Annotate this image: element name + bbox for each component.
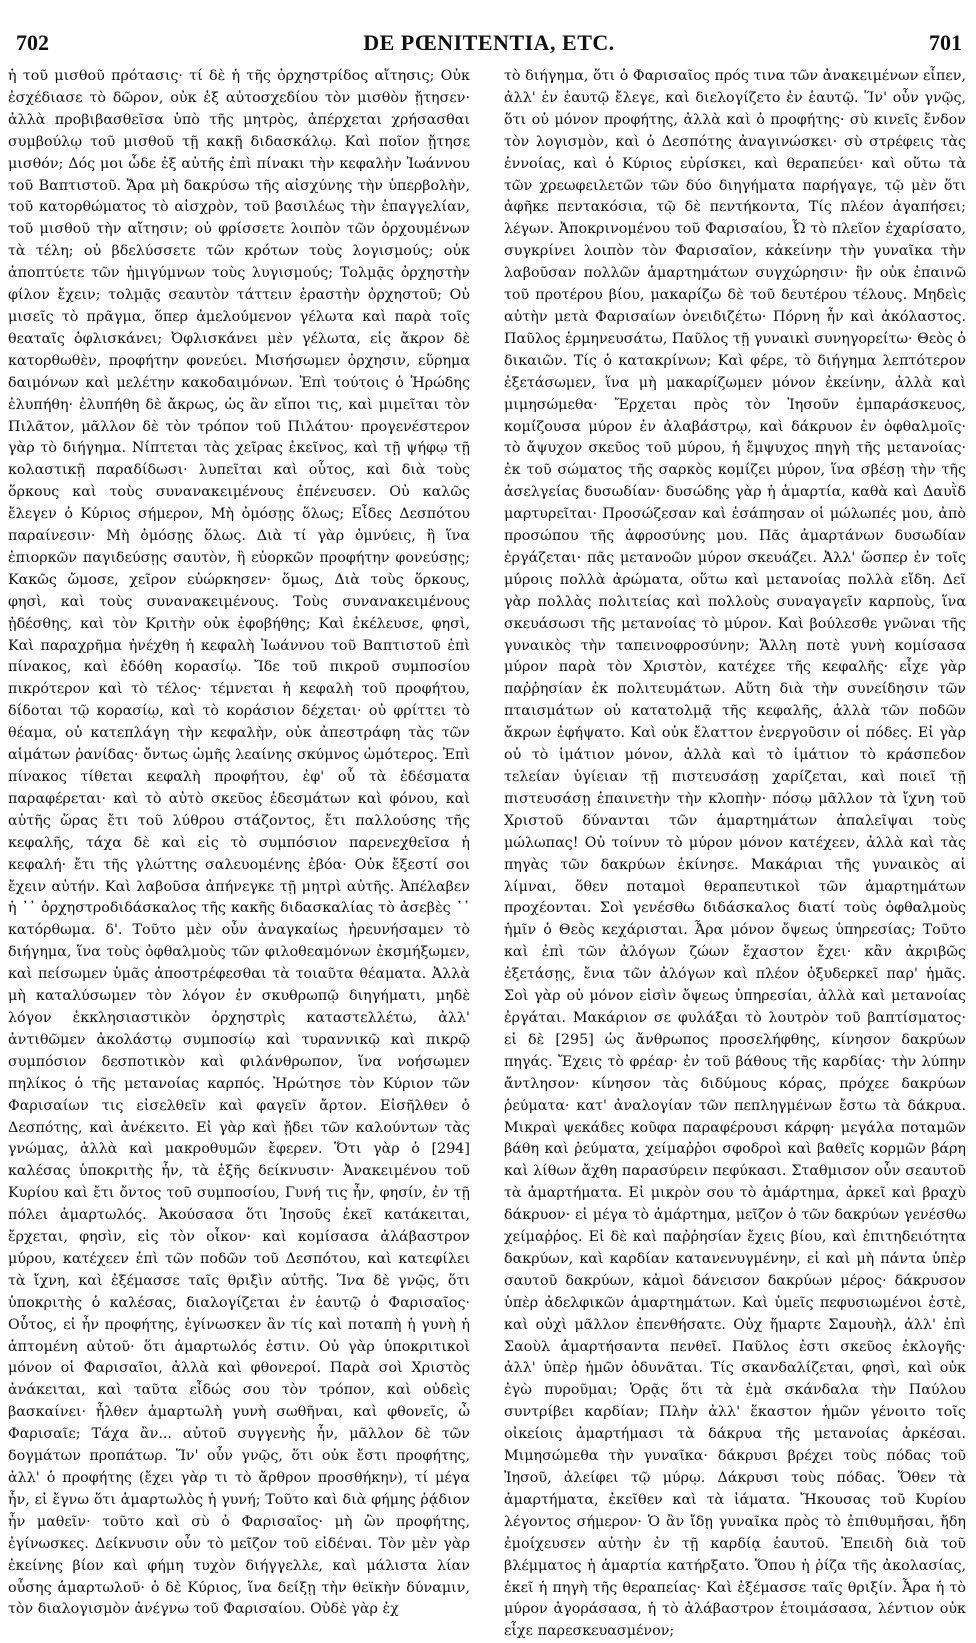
- column-text: ἡ τοῦ μισθοῦ πρότασις· τί δὲ ἡ τῆς ὀρχηστρίδος αἴτησις; Οὐκ ἐσχέδιασε τὸ δῶρον, οὐκ ἐξ αὐτοσχεδίου τὸν μισθὸν ᾔτησεν· ἀλλὰ προβιβασθεῖσα ὑπὸ τῆς μητρὸς, ἀπέρχεται χρήσασθαι συμβούλῳ τοῦ μισθοῦ τῇ κακῇ διδασκάλῳ. Καὶ ποῖον ᾔτησε μισθόν; Δός μοι ὧδε ἐξ αὐτῆς ἐπὶ πίνακι τὴν κεφαλὴν Ἰωάννου τοῦ Βαπτιστοῦ. Ἄρα μὴ δακρύσω τῆς αἰσχύνης τὴν ὑπερβολὴν, τοῦ κατορθώματος τὸ αἰσχρὸν, τοῦ βασιλέως τὴν ἐπαγγελίαν, τοῦ μισθοῦ τὴν αἴτησιν; οὐ φρίσσετε λοιπὸν τῶν ὀρχουμένων τὰ τέλη; οὐ βδελύσσετε τῶν κρότων τοὺς λογισμούς; οὐκ ἀποπτύετε τῶν ἡμιγύμνων τοὺς λυγισμούς; Τολμᾷς ὀρχηστὴν φίλον ἔχειν; τολμᾷς σεαυτὸν τάττειν ἐραστὴν ὀρχηστοῦ; Οὐ μισεῖς τὸ πρᾶγμα, ὅπερ ἀμελούμενον γέλωτα καὶ παρὰ τοῖς θεαταῖς ὀφλισκάνει; Ὀφλισκάνει μὲν γέλωτα, εἰς ἄκρον δὲ κατορθωθὲν, προφήτην φονεύει. Μισήσωμεν ὀρχησιν, εὕρημα δαιμόνων καὶ μελέτην κακοδαιμόνων. Ἐπὶ τούτοις ὁ Ἡρώδης ἐλυπήθη· ἐλυπήθη δὲ ἄκρως, ὡς ἂν εἴποι τις, καὶ μιμεῖται τὸν Πιλᾶτον, μᾶλλον δὲ τὸν τρόπον τοῦ Πιλάτου· προγενέστερον γὰρ τὸ διήγημα. Νίπτεται τὰς χεῖρας ἐκεῖνος, καὶ τῇ ψήφῳ τῇ κολαστικῇ παραδίδωσι· λυπεῖται καὶ οὗτος, καὶ διὰ τοὺς ὅρκους καὶ τοὺς συνανακειμένους ἐπένευσεν. Οὐ καλῶς ἔλεγεν ὁ Κύριος σήμερον, Μὴ ὀμόσῃς ὅλως; Εἶδες Δεσπότου παραίνεσιν· Μὴ ὀμόσῃς ὅλως. Διὰ τί γὰρ ὀμνύεις, ἢ ἵνα ἐπιορκῶν παγιδεύσῃς σαυτὸν, ἢ εὐορκῶν προφήτην φονεύσῃς; Κακῶς ὤμοσε, χεῖρον εὐώρκησεν· ὅμως, Διὰ τοὺς ὅρκους, φησὶ, καὶ τοὺς συνανακειμένους. Τοὺς συνανακειμένους ᾐδέσθης, καὶ τὸν Κριτὴν οὐκ ἐφοβήθης; Καὶ ἐκέλευσε, φησὶ, Καὶ παραχρῆμα ἠνέχθη ἡ κεφαλὴ Ἰωάννου τοῦ Βαπτιστοῦ ἐπὶ πίνακος, καὶ ἐδόθη κορασίῳ. Ἴδε τοῦ πικροῦ συμποσίου πικρότερον καὶ τὸ τέλος· τέμνεται ἡ κεφαλὴ τοῦ προφήτου, δίδοται τῷ κορασίῳ, καὶ τὸ κοράσιον δέχεται· οὐ φρίττει τὸ θέαμα, οὐ κατεπλάγη τὴν κεφαλὴν, οὐκ ἀπεστράφη τὰς τῶν αἱμάτων ῥανίδας· ὄντως ὠμῆς λεαίνης σκύμνος ὠμότερος. Ἐπὶ πίνακος τίθεται κεφαλὴ προφήτου, ἐφ' οὗ τὰ ἐδέσματα παραφέρεται· καὶ τὸ αὐτὸ σκεῦος ἐδεσμάτων καὶ φόνου, καὶ αὐτῆς ὥρας ἔτι τοῦ λύθρου στάζοντος, ἔτι παλλούσης τῆς κεφαλῆς, τάχα δὲ καὶ εἰς τὸ συμπόσιον παρενεχθεῖσα ἡ κεφαλή· ἔτι τῆς γλώττης σαλευομένης ἐβόα· Οὐκ ἔξεστί σοι ἔχειν αὐτήν. Καὶ λαβοῦσα ἀπήνεγκε τῇ μητρὶ αὐτῆς. Ἀπέλαβεν ἡ ᾽᾽ ὀρχηστροδιδάσκαλος τῆς κακῆς διδασκαλίας τὸ ἀσεβὲς ᾽᾽ κατόρθωμα. δ'. Τοῦτο μὲν οὖν ἀναγκαίως ἠρευνήσαμεν τὸ διήγημα, ἵνα τοὺς ὀφθαλμοὺς τῶν φιλοθεαμόνων ἐκσμήξωμεν, καὶ πείσωμεν ὑμᾶς ἀποστρέφεσθαι τὰ τοιαῦτα θέαματα. Ἀλλὰ μὴ καταλύσωμεν τὸν λόγον ἐν σκυθρωπῷ διηγήματι, μηδὲ λόγον ἐκκλησιαστικὸν ὀρχηστρὶς καταστελλέτω, ἀλλ' ἀντιθῶμεν ἀκολάστῳ συμποσίῳ καὶ τυραννικῷ καὶ πικρῷ συμπόσιον δεσποτικὸν καὶ φιλάνθρωπον, ἵνα νοήσωμεν πηλίκος ὁ τῆς μετανοίας καρπός. Ἠρώτησε τὸν Κύριον τῶν Φαρισαίων τις εἰσελθεῖν καὶ φαγεῖν ἄρτον. Εἰσῆλθεν ὁ Δεσπότης, καὶ ἀνέκειτο. Εἰ γὰρ καὶ ᾔδει τῶν καλούντων τὰς γνώμας, ἀλλὰ καὶ μακροθυμῶν ἔφερεν. Ὅτι γὰρ ὁ [294] καλέσας ὑποκριτὴς ἦν, τὰ ἑξῆς δείκνυσιν· Ἀνακειμένου τοῦ Κυρίου καὶ ἔτι ὄντος τοῦ συμποσίου, Γυνή τις ἦν, φησίν, ἐν τῇ πόλει ἁμαρτωλός. Ἀκούσασα ὅτι Ἰησοῦς ἐκεῖ κατάκειται, ἔρχεται, φησὶν, εἰς τὸν οἶκον· καὶ κομίσασα ἀλάβαστρον μύρου, κατέχεεν ἐπὶ τῶν ποδῶν τοῦ Δεσπότου, καὶ κατεφίλει τὰ ἴχνη, καὶ ἐξέμασσε ταῖς θριξὶν αὐτῆς. Ἵνα δὲ γνῷς, ὅτι ὑποκριτὴς ὁ καλέσας, διαλογίζεται ἐν ἑαυτῷ ὁ Φαρισαῖος· Οὗτος, εἰ ἦν προφήτης, ἐγίνωσκεν ἂν τίς καὶ ποταπὴ ἡ γυνὴ ἡ ἁπτομένη αὐτοῦ· ὅτι ἁμαρτωλός ἐστιν. Οὐ γὰρ ὑποκριτικοὶ μόνον οἱ Φαρισαῖοι, ἀλλὰ καὶ φθονεροί. Παρὰ σοὶ Χριστὸς ἀνάκειται, καὶ ταῦτα εἶδώς σου τὸν τρόπον, καὶ οὐδεὶς βασκαίνει· ἦλθεν ἁμαρτωλὴ γυνὴ σωθῆναι, καὶ φθονεῖς, ὦ Φαρισαῖε; Τάχα ἂν... αὐτοῦ συγγενὴς ἦν, μᾶλλον δὲ τῶν δογμάτων προπάτωρ. Ἵν' οὖν γνῷς, ὅτι οὐκ ἔστι προφήτης, ἀλλ' ὁ προφήτης (ἔχει γὰρ τι τὸ ἄρθρον προσθήκην), τί μέγα ἦν, εἰ ἔγνω ὅτι ἁμαρτωλὸς ἡ γυνή; Τοῦτο καὶ διὰ φήμης ῥᾴδιον ἦν μαθεῖν· τοῦτο καὶ σὺ ὁ Φαρισαῖος· μὴ ὢν προφήτης, ἐγίνωσκες. Δείκνυσιν οὖν τὸ μεῖζον τοῦ εἰδέναι. Τὸν μὲν γὰρ ἐκείνης βίον καὶ φήμη τυχὸν διήγγελλε, καὶ μάλιστα λίαν οὖσης ἁμαρτωλοῦ· ὁ δὲ Κύριος, ἵνα δείξῃ τὴν θεϊκὴν δύναμιν, τὸν διαλογισμὸν ἀνέγνω τοῦ Φαρισαίου. Οὐδὲ γὰρ ἐχ: [8, 68, 470, 1618]
- text-column-right: [504, 66, 966, 1640]
- column-text: τὸ διήγημα, ὅτι ὁ Φαρισαῖος πρός τινα τῶν ἀνακειμένων εἶπεν, ἀλλ' ἐν ἑαυτῷ ἔλεγε, καὶ διελογίζετο ἐν ἑαυτῷ. Ἵν' οὖν γνῷς, ὅτι οὐ μόνον προφήτης, ἀλλὰ καὶ ὁ προφήτης· σὺ κινεῖς ἔνδον τὸν λογισμὸν, καὶ ὁ Δεσπότης ἀναγινώσκει· σὺ στρέφεις τὰς ἐννοίας, καὶ ὁ Κύριος εὑρίσκει, καὶ θεραπεύει· καὶ οὕτω τὰ τῶν χρεωφειλετῶν τῶν δύο διηγήματα παρήγαγε, τῷ μὲν ὅτι ἀφῆκε πεντακόσια, τῷ δὲ πεντήκοντα, Τίς πλέον ἀγαπήσει; λέγων. Ἀποκρινομένου τοῦ Φαρισαίου, Ὦ τὸ πλεῖον ἐχαρίσατο, συγκρίνει λοιπὸν τὸν Φαρισαῖον, κἀκείνην τὴν γυναῖκα τὴν λαβοῦσαν πολλῶν ἁμαρτημάτων συγχώρησιν· ἣν οὐκ ἐπαινῶ τοῦ προτέρου βίου, μακαρίζω δὲ τοῦ δευτέρου τέλους. Μηδεὶς αὐτὴν μετὰ Φαρισαίων ὀνειδιζέτω· Πόρνη ἦν καὶ ἀκόλαστος. Παῦλος ἑρμηνευσάτω, Παῦλος τῇ γυναικὶ συνηγορείτω· Θεὸς ὁ δικαιῶν. Τίς ὁ κατακρίνων; Καὶ φέρε, τὸ διήγημα λεπτότερον ἐξετάσωμεν, ἵνα μὴ μακαρίζωμεν μόνον ἐκείνην, ἀλλὰ καὶ μιμησώμεθα· Ἔρχεται πρὸς τὸν Ἰησοῦν ἐμπαράσκευος, κομίζουσα μύρον ἐν ἀλαβάστρῳ, καὶ δάκρυον ἐν ὀφθαλμοῖς· τὸ ἄψυχον σκεῦος τοῦ μύρου, ἡ ἔμψυχος πηγὴ τῆς μετανοίας· ἐκ τοῦ σώματος τῆς σαρκὸς κομίζει μύρον, ἵνα σβέσῃ τὴν τῆς ἀσελγείας δυσωδίαν· δυσώδης γὰρ ἡ ἁμαρτία, καθὰ καὶ Δαυῒδ μαρτυρεῖται· Προσώζεσαν καὶ ἐσάπησαν οἱ μώλωπές μου, ἀπὸ προσώπου τῆς ἀφροσύνης μου. Πᾶς ἁμαρτάνων δυσωδίαν ἐργάζεται· πᾶς μετανοῶν μύρον σκευάζει. Ἀλλ' ὥσπερ ἐν τοῖς μύροις πολλὰ ἀρώματα, οὕτω καὶ μετανοίας πολλὰ εἴδη. Δεῖ γὰρ πολλὰς πολιτείας καὶ πολλοὺς συναγαγεῖν καρποὺς, ἵνα σκευάσωσι τῆς μετανοίας τὸ μύρον. Καὶ βούλεσθε γνῶναι τῆς γυναικὸς τὴν ταπεινοφροσύνην; Ἄλλη ποτὲ γυνὴ κομίσασα μύρον παρὰ τὸν Χριστὸν, κατέχεε τῆς κεφαλῆς· εἶχε γὰρ παῤῥησίαν ἐκ πολιτευμάτων. Αὕτη διὰ τὴν συνείδησιν τῶν πταισμάτων οὐ κατατολμᾷ τῆς κεφαλῆς, ἀλλὰ τῶν ποδῶν ἄκρων ἐφήψατο. Καὶ οὐκ ἔλαττον ἐνεργοῦσιν οἱ πόδες. Εἰ γὰρ οὐ τὸ ἱμάτιον μόνον, ἀλλὰ καὶ τὸ ἱμάτιον τὸ κράσπεδον τελείαν ὑγίειαν τῇ πιστευσάσῃ χαρίζεται, καὶ ποιεῖ τῇ πιστευσάσῃ ἐπαινετὴν τὴν κλοπὴν· πόσῳ μᾶλλον τὰ ἴχνη τοῦ Χριστοῦ δύνανται τῶν ἁμαρτημάτων ἀπαλεῖψαι τοὺς μώλωπας! Οὐ τοίνυν τὸ μύρον μόνον κατέχεεν, ἀλλὰ καὶ τὰς πηγὰς τῶν δακρύων ἐκίνησε. Μακάριαι τῆς γυναικὸς αἱ λίμναι, ὅθεν ποταμοὶ θεραπευτικοὶ τῶν ἁμαρτημάτων προχέονται. Σοὶ γενέσθω διδάσκαλος διατί τοὺς ὀφθαλμοὺς ἡμῖν ὁ Θεὸς κεχάρισται. Ἆρα μόνον ὄψεως ὑπηρεσίας; Τοῦτο καὶ ἐπὶ τῶν ἀλόγων ζώων ἔχαστον ἔχει· κἂν ἀκριβῶς ἐξετάσῃς, ἔνια τῶν ἀλόγων καὶ πλέον ὀξυδερκεῖ παρ' ἡμᾶς. Σοὶ γὰρ οὐ μόνον εἰσὶν ὄψεως ὑπηρεσίαι, ἀλλὰ καὶ μετανοίας ἐργάται. Μακάριον σε φυλάξαι τὸ λουτρὸν τοῦ βαπτίσματος· εἰ δὲ [295] ὡς ἄνθρωπος προσελήφθης, κίνησον δακρύων πηγάς. Ἔχεις τὸ φρέαρ· ἐν τοῦ βάθους τῆς καρδίας· τὴν λύπην ἄντλησον· κίνησον τὰς διδύμους κόρας, πρόχεε δακρύων ῥεύματα· κατ' ἀναλογίαν τῶν πεπληγμένων ἔστω τὰ δάκρυα. Μικραὶ ψεκάδες κοῦφα παραφέρουσι κάρφη· μεγάλα ποταμῶν βάθη καὶ ῥεύματα, χείμαῤῥοι σφοδροὶ καὶ βαθεῖς κορμῶν βάρη καὶ λίθων ἄχθη παρασύρειν πεφύκασι. Σταθμισον οὖν σεαυτοῦ τὰ ἁμαρτήματα. Εἰ μικρὸν σου τὸ ἁμάρτημα, ἀρκεῖ καὶ βραχὺ δάκρυον· εἰ μέγα τὸ ἁμάρτημα, μεῖζον ὁ τῶν δακρύων γενέσθω χείμαῤῥος. Εἰ δὲ καὶ παῤῥησίαν ἔχεις βίου, καὶ ἐπιτηδειότητα δακρύων, καὶ καρδίαν κατανενυγμένην, εἰ καὶ μὴ πάντα ὑπὲρ σαυτοῦ δακρύων, κἀμοὶ δάνεισον δακρύων μέρος· δάκρυσον ὑπὲρ ἀδελφικῶν ἁμαρτημάτων. Καὶ ὑμεῖς πεφυσιωμένοι ἐστὲ, καὶ οὐχὶ μᾶλλον ἐπενθήσατε. Οὐχ ἥμαρτε Σαμουὴλ, ἀλλ' ἐπὶ Σαοὺλ ἁμαρτήσαντα πενθεῖ. Παῦλος ἐστι σκεῦος ἐκλογῆς· ἀλλ' ὑπὲρ ἡμῶν ὀδυνᾶται. Τίς σκανδαλίζεται, φησὶ, καὶ οὐκ ἐγὼ πυροῦμαι; Ὁρᾷς ὅτι τὰ ἐμὰ σκάνδαλα τὴν Παύλου συντρίβει καρδίαν; Πλὴν ἀλλ' ἕκαστον ἡμῶν γένοιτο τοῖς οἰκείοις ἁμαρτήμασι τὰ δάκρυα τῆς μετανοίας ἀρκέσαι. Μιμησώμεθα τὴν γυναῖκα· δάκρυσι βρέχει τοὺς πόδας τοῦ Ἰησοῦ, ἀλείφει τῷ μύρῳ. Δάκρυσι τοὺς πόδας. Ὅθεν τὰ ἁμαρτήματα, ἐκεῖθεν καὶ τὰ ἰάματα. Ἤκουσας τοῦ Κυρίου λέγοντος σήμερον· Ὁ ἂν ἴδῃ γυναῖκα πρὸς τὸ ἐπιθυμῆσαι, ἤδη ἐμοίχευσεν αὐτὴν ἐν τῇ καρδίᾳ ἑαυτοῦ. Ἐπειδὴ διὰ τοῦ βλέμματος ἡ ἁμαρτία κατήρξατο. Ὅπου ἡ ῥίζα τῆς ἀκολασίας, ἐκεῖ ἡ πηγὴ τῆς θεραπείας· Καὶ ἐξέμασσε ταῖς θριξίν. Ἆρα ἡ τὸ μύρον ἀγοράσασα, ἡ τὸ ἀλάβαστρον ἑτοιμάσασα, λέντιον οὐκ εἶχε παρεσκευασμένον;: [504, 68, 966, 1640]
- running-title: DE PŒNITENTIA, ETC.: [363, 30, 615, 55]
- page-number-left: 702: [16, 30, 49, 55]
- page-number-right: 701: [929, 30, 962, 55]
- text-column-left: [8, 66, 470, 1618]
- running-header: [16, 30, 962, 58]
